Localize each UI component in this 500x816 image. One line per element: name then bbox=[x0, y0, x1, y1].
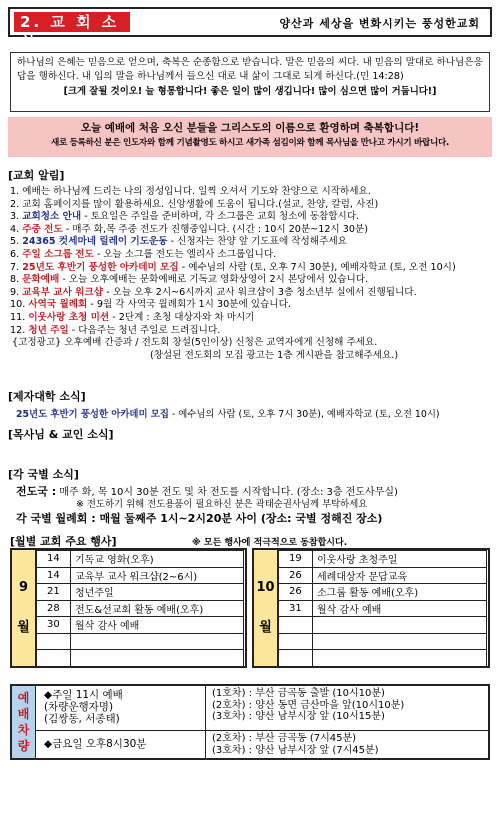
list-item bbox=[10, 186, 494, 199]
route-item: (3호차) : 양산 남부시장 앞 (10시15분) bbox=[212, 711, 385, 722]
bus-services bbox=[36, 686, 206, 758]
bus-label-char: 예 bbox=[17, 691, 30, 705]
bus-schedule bbox=[10, 684, 490, 760]
list-item bbox=[10, 325, 494, 338]
month-label bbox=[254, 550, 278, 666]
item-number: 11. bbox=[10, 311, 26, 323]
fixed-ad-line: {고정광고} 오후예배 간증과 / 전도회 창설(5인이상) 신청은 교역자에게 신청해 주세요. bbox=[12, 337, 378, 349]
table-row bbox=[279, 584, 487, 601]
department-news-heading: [각 국별 소식] bbox=[8, 468, 79, 481]
item-highlight: 이웃사랑 초청 미션 bbox=[28, 311, 110, 323]
sunday-routes bbox=[212, 688, 404, 723]
list-item bbox=[10, 199, 494, 212]
table-row bbox=[279, 617, 487, 634]
section-title-bar bbox=[8, 7, 492, 51]
event-name bbox=[313, 650, 487, 667]
event-day bbox=[279, 633, 313, 650]
list-item bbox=[10, 211, 494, 224]
item-text: - 9월 각 사역국 월례회가 1시 30분에 있습니다. bbox=[87, 299, 291, 311]
event-name bbox=[71, 633, 244, 650]
calendar-september bbox=[10, 548, 247, 668]
sunday-service bbox=[44, 689, 123, 725]
list-item bbox=[10, 249, 494, 262]
news-heading: [교회 알림] bbox=[8, 169, 65, 182]
church-slogan: 양산과 세상을 변화시키는 풍성한교회 bbox=[279, 17, 480, 30]
bus-label-char: 차 bbox=[17, 723, 30, 737]
monthly-meeting: 각 국별 월례회 : 매월 둘째주 1시~2시20분 사이 (장소: 국별 정해진 장소) bbox=[16, 512, 383, 525]
event-name: 기독교 영화(오후) bbox=[71, 551, 244, 568]
item-highlight: 25년도 후반기 풍성한 아카데미 모집 bbox=[22, 261, 179, 273]
item-number: 8. bbox=[10, 274, 20, 286]
item-text: - 2단계 : 초청 대상자와 차 마시기 bbox=[109, 311, 255, 323]
item-text: - 토요일은 주일을 준비하며, 각 소그룹은 교회 청소에 동참합시다. bbox=[81, 211, 360, 223]
table-row bbox=[37, 584, 244, 601]
sunday-drivers: (김쌍동, 서종태) bbox=[44, 713, 120, 725]
item-number: 10. bbox=[10, 299, 26, 311]
event-day bbox=[37, 633, 71, 650]
table-row bbox=[279, 551, 487, 568]
item-number: 9. bbox=[10, 286, 20, 298]
plan-note: ※ 모든 행사에 적극적으로 동참합시다. bbox=[192, 538, 348, 548]
item-text: - 신청자는 찬양 앞 기도표에 작성해주세요 bbox=[167, 236, 347, 248]
friday-service: ◆금요일 오후8시30분 bbox=[44, 738, 147, 750]
item-text: - 예수님의 사람 (토, 오후 7시 30분), 예배자학교 (토, 오전 10시) bbox=[178, 261, 456, 273]
item-number: 5. bbox=[10, 236, 20, 248]
event-day: 26 bbox=[279, 567, 313, 584]
event-name: 전도&선교회 활동 예배(오후) bbox=[71, 600, 244, 617]
item-highlight: 주중 전도 bbox=[22, 223, 63, 235]
month-unit: 월 bbox=[17, 620, 30, 635]
item-number: 2. bbox=[10, 198, 20, 210]
item-number: 4. bbox=[10, 223, 20, 235]
table-row bbox=[37, 650, 244, 667]
school-item bbox=[16, 406, 440, 420]
item-number: 12. bbox=[10, 324, 26, 336]
sunday-drivers-label: (차량운행자명) bbox=[44, 701, 114, 713]
evangelism-news bbox=[16, 486, 398, 511]
section-title: 2. 교 회 소 식 bbox=[14, 12, 130, 32]
event-name: 교육부 교사 워크샵(2~6시) bbox=[71, 567, 244, 584]
list-item bbox=[10, 299, 494, 312]
event-day: 14 bbox=[37, 551, 71, 568]
month-label bbox=[12, 550, 36, 666]
friday-routes bbox=[212, 733, 379, 756]
item-text: - 매주 화,목 주중 전도가 진행중입니다. (시간 : 10시 20분~12시 30분) bbox=[62, 223, 368, 235]
news-list bbox=[10, 186, 494, 362]
bus-label bbox=[12, 686, 36, 758]
table-row bbox=[279, 600, 487, 617]
evangelism-note: ※ 전도하기 위해 전도용품이 필요하신 분은 곽태순권사님께 부탁하세요 bbox=[76, 499, 368, 510]
events-table bbox=[36, 550, 244, 667]
table-row bbox=[279, 650, 487, 667]
event-day bbox=[279, 617, 313, 634]
list-item bbox=[10, 312, 494, 325]
route-item: (1호차) : 부산 금곡동 출발 (10시10분) bbox=[212, 688, 385, 699]
event-day bbox=[37, 650, 71, 667]
item-text: 교회 홈페이지를 많이 활용하세요. 신앙생활에 도움이 됩니다.(설교, 찬양, 칼럼, 사진) bbox=[22, 198, 379, 210]
welcome-line-1: 오늘 예배에 처음 오신 분들을 그리스도의 이름으로 환영하며 축복합니다! bbox=[80, 122, 420, 134]
event-day bbox=[279, 650, 313, 667]
event-name: 청년주일 bbox=[71, 584, 244, 601]
item-highlight: 사역국 월례회 bbox=[28, 299, 88, 311]
item-highlight: 24365 컷세마네 릴레이 기도운동 bbox=[22, 236, 168, 248]
month-unit: 월 bbox=[259, 620, 272, 635]
table-row bbox=[37, 633, 244, 650]
pastor-news-heading: [목사님 & 교인 소식] bbox=[8, 428, 114, 441]
event-name: 소그룹 활동 예배(오후) bbox=[313, 584, 487, 601]
event-day: 19 bbox=[279, 551, 313, 568]
month-number: 10 bbox=[256, 580, 275, 595]
route-item: (3호차) : 양산 남부시장 앞 (7시45분) bbox=[212, 744, 379, 756]
welcome-banner bbox=[8, 117, 492, 157]
item-highlight: 청년 주일 bbox=[28, 324, 69, 336]
item-number: 6. bbox=[10, 248, 20, 260]
event-name: 월삭 감사 예배 bbox=[313, 600, 487, 617]
school-highlight: 25년도 후반기 풍성한 아카데미 모집 bbox=[16, 409, 169, 420]
event-name bbox=[71, 650, 244, 667]
list-item bbox=[10, 236, 494, 249]
evangelism-text: 매주 화, 목 10시 30분 전도 및 차 전도를 시작합니다. (장소: 3층 전도사무실) bbox=[59, 487, 398, 498]
table-row bbox=[37, 551, 244, 568]
event-name bbox=[313, 617, 487, 634]
table-row bbox=[37, 567, 244, 584]
event-day: 31 bbox=[279, 600, 313, 617]
event-day: 28 bbox=[37, 600, 71, 617]
calendar-october bbox=[252, 548, 490, 668]
table-row bbox=[279, 567, 487, 584]
list-item bbox=[10, 224, 494, 237]
school-text: - 예수님의 사람 (토, 오후 7시 30분), 예배자학교 (토, 오전 10시) bbox=[168, 409, 440, 420]
item-highlight: 주일 소그룹 전도 bbox=[22, 248, 94, 260]
route-item: (2호차) : 부산 금곡동 (7시45분) bbox=[212, 733, 357, 744]
table-row bbox=[37, 617, 244, 634]
event-day: 14 bbox=[37, 567, 71, 584]
sunday-service-title: ◆주일 11시 예배 bbox=[44, 689, 123, 701]
event-name: 월삭 감사 예배 bbox=[71, 617, 244, 634]
sermon-text: 하나님의 은혜는 믿음으로 얻으며, 축복은 순종함으로 받습니다. 말은 믿음의 씨다. 내 믿음의 말대로 하나님은응답을 행하신다. 내 입의 말을 하나님께서 들으신 대로 내 삶이 그대로 되게 하신다.(민 14:28) bbox=[17, 57, 483, 82]
sermon-box bbox=[10, 52, 490, 112]
event-day: 26 bbox=[279, 584, 313, 601]
event-name: 세례대상자 문답교육 bbox=[313, 567, 487, 584]
route-item: (2호차) : 양산 동면 금산마을 앞(10시10분) bbox=[212, 699, 405, 711]
list-item bbox=[10, 274, 494, 287]
fixed-ad-note: (창설된 전도회의 모집 광고는 1층 게시판을 참고해주세요.) bbox=[150, 349, 399, 361]
divider bbox=[36, 730, 205, 731]
welcome-line-2: 새로 등록하신 분은 인도자와 함께 기념촬영도 하시고 새가족 섬김이와 함께 목사님을 만나고 가시기 바랍니다. bbox=[50, 138, 450, 148]
event-name: 이웃사랑 초청주일 bbox=[313, 551, 487, 568]
sermon-emphasis: [크게 잘될 것이오! 늘 형통합니다! 좋은 일이 많이 생깁니다! 많이 심으면 많이 거둡니다!] bbox=[63, 86, 437, 97]
item-text: - 오늘 소그룹 전도는 엘리사 소그룹입니다. bbox=[93, 248, 277, 260]
list-item bbox=[10, 262, 494, 275]
list-item bbox=[10, 287, 494, 300]
event-day: 30 bbox=[37, 617, 71, 634]
month-number: 9 bbox=[18, 580, 29, 595]
item-highlight: 교회청소 안내 bbox=[22, 211, 82, 223]
bus-routes bbox=[206, 686, 488, 758]
item-number: 1. bbox=[10, 186, 20, 197]
table-row bbox=[279, 633, 487, 650]
event-day: 21 bbox=[37, 584, 71, 601]
item-highlight: 문화예배 bbox=[22, 274, 60, 286]
bus-label-char: 배 bbox=[17, 707, 30, 721]
item-number: 7. bbox=[10, 261, 20, 273]
item-text: - 오늘 오후 2시~6시까지 교사 워크샵이 3층 청소년부 실에서 진행됩니다. bbox=[103, 286, 417, 298]
item-number: 3. bbox=[10, 211, 20, 223]
events-table bbox=[278, 550, 487, 667]
evangelism-label: 전도국 : bbox=[16, 485, 57, 498]
item-highlight: 교육부 교사 워크샵 bbox=[22, 286, 104, 298]
item-text: - 오늘 오후예배는 문화예배로 기독교 영화상영이 2시 본당에서 있습니다. bbox=[59, 274, 369, 286]
bus-label-char: 량 bbox=[17, 739, 30, 753]
event-name bbox=[313, 633, 487, 650]
item-text: 예배는 하나님께 드리는 나의 정성입니다. 일찍 오셔서 기도와 찬양으로 시작하세요. bbox=[22, 186, 371, 197]
item-text: - 다음주는 청년 주일로 드려집니다. bbox=[68, 324, 221, 336]
school-heading: [제자대학 소식] bbox=[8, 390, 86, 403]
divider bbox=[206, 730, 488, 731]
table-row bbox=[37, 600, 244, 617]
plan-heading: [월별 교회 주요 행사] bbox=[10, 535, 117, 548]
